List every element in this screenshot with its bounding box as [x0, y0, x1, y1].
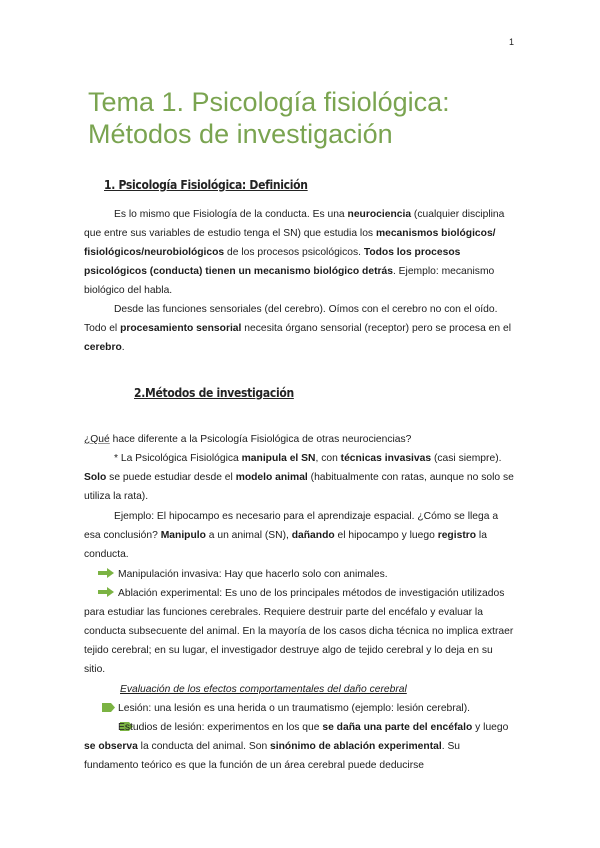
arrow-right-icon: [98, 568, 114, 578]
bold-text-run: técnicas invasivas: [340, 453, 432, 464]
section-2-question: [84, 430, 516, 449]
text-run: se puede estudiar desde el: [106, 472, 236, 483]
text-run: a un animal (SN),: [205, 530, 292, 541]
section-2-heading: 2.Métodos de investigación: [134, 386, 294, 400]
text-run: (habitualmente con ratas, aunque no solo se utiliza la rata).: [84, 472, 514, 502]
page-title: [88, 86, 450, 150]
bold-text-run: cerebro: [84, 342, 122, 353]
text-run: Desde las funciones sensoriales (del cerebro). Oímos con el cerebro no con el oído. Todo el: [84, 304, 498, 334]
bold-text-run: se observa: [84, 741, 138, 752]
bold-text-run: sinónimo de ablación experimental: [270, 741, 442, 752]
item-1-text: Lesión: una lesión es una herida o un traumatismo (ejemplo: lesión cerebral).: [118, 703, 471, 714]
bold-text-run: Solo: [84, 472, 107, 483]
section-1-heading: 1. Psicología Fisiológica: Definición: [104, 178, 308, 192]
text-run: de los procesos psicológicos.: [224, 247, 364, 258]
section-1-paragraph-2: [84, 300, 516, 357]
bold-text-run: procesamiento sensorial: [120, 323, 242, 334]
text-run: necesita órgano sensorial (receptor) pero se procesa en el: [241, 323, 511, 334]
text-run: (cualquier disciplina que entre sus variables de estudio tenga el SN) que estudia los: [84, 209, 505, 239]
question-prefix: ¿Qué: [84, 434, 110, 445]
bold-text-run: se daña una parte del encéfalo: [322, 722, 473, 733]
text-run: Es lo mismo que Fisiología de la conducta. Es una: [114, 209, 348, 220]
item-lesion: [84, 699, 516, 718]
item-estudios-lesion: [84, 718, 516, 775]
text-run: la conducta del animal. Son: [137, 741, 271, 752]
subheading-text: Evaluación de los efectos comportamentales del daño cerebral: [120, 684, 407, 695]
title-line-2: Métodos de investigación: [88, 119, 393, 149]
bullet-ablacion: [84, 584, 516, 679]
section-2-paragraph-1: [84, 449, 516, 506]
text-run: y luego: [472, 722, 509, 733]
subheading-evaluacion: [84, 680, 516, 699]
bold-text-run: Todos los procesos psicológicos (conducta) tienen un mecanismo biológico detrás: [84, 247, 461, 277]
bold-text-run: registro: [437, 530, 477, 541]
bullet-1-text: Manipulación invasiva: Hay que hacerlo solo con animales.: [118, 569, 388, 580]
bold-text-run: modelo animal: [235, 472, 308, 483]
tag-arrow-icon: [102, 700, 115, 709]
text-run: el hipocampo y luego: [334, 530, 438, 541]
bullet-2-text: Ablación experimental: Es uno de los principales métodos de investigación utilizados para estudiar las funciones cerebrales. Requiere destruir parte del encéfalo y evaluar la conducta subsecuente del animal. En la mayoría de los casos dicha técnica no implica extraer tejido cerebral; en su lugar, el investigador destruye algo de tejido cerebral y lo deja en su sitio.: [84, 588, 514, 675]
bold-text-run: neurociencia: [347, 209, 412, 220]
text-run: Ejemplo: El hipocampo es necesario para el aprendizaje espacial. ¿Cómo se llega a esa conclusión?: [84, 511, 499, 541]
text-run: . Su fundamento teórico es que la función de un área cerebral puede deducirse: [84, 741, 461, 771]
section-1-paragraph-1: [84, 205, 516, 300]
bold-text-run: Manipulo: [160, 530, 206, 541]
text-run: * La Psicológica Fisiológica: [114, 453, 242, 464]
text-run: Estudios de lesión: experimentos en los que: [118, 722, 323, 733]
bold-text-run: manipula el SN: [241, 453, 316, 464]
text-run: .: [121, 342, 125, 353]
title-line-1: Tema 1. Psicología fisiológica:: [88, 87, 450, 117]
arrow-right-icon: [98, 587, 114, 597]
page-number: 1: [508, 37, 514, 47]
text-run: . Ejemplo: mecanismo biológico del habla.: [84, 266, 495, 296]
text-run: la conducta.: [84, 530, 487, 560]
bold-text-run: dañando: [291, 530, 335, 541]
text-run: , con: [315, 453, 341, 464]
question-rest: hace diferente a la Psicología Fisiológica de otras neurociencias?: [109, 434, 412, 445]
bullet-manipulacion: [84, 565, 516, 584]
tag-arrow-icon: [102, 719, 115, 728]
text-run: (casi siempre).: [431, 453, 502, 464]
bold-text-run: mecanismos biológicos/ fisiológicos/neurobiológicos: [84, 228, 496, 258]
section-2-paragraph-2: [84, 507, 516, 564]
item-2-text: [84, 722, 508, 771]
